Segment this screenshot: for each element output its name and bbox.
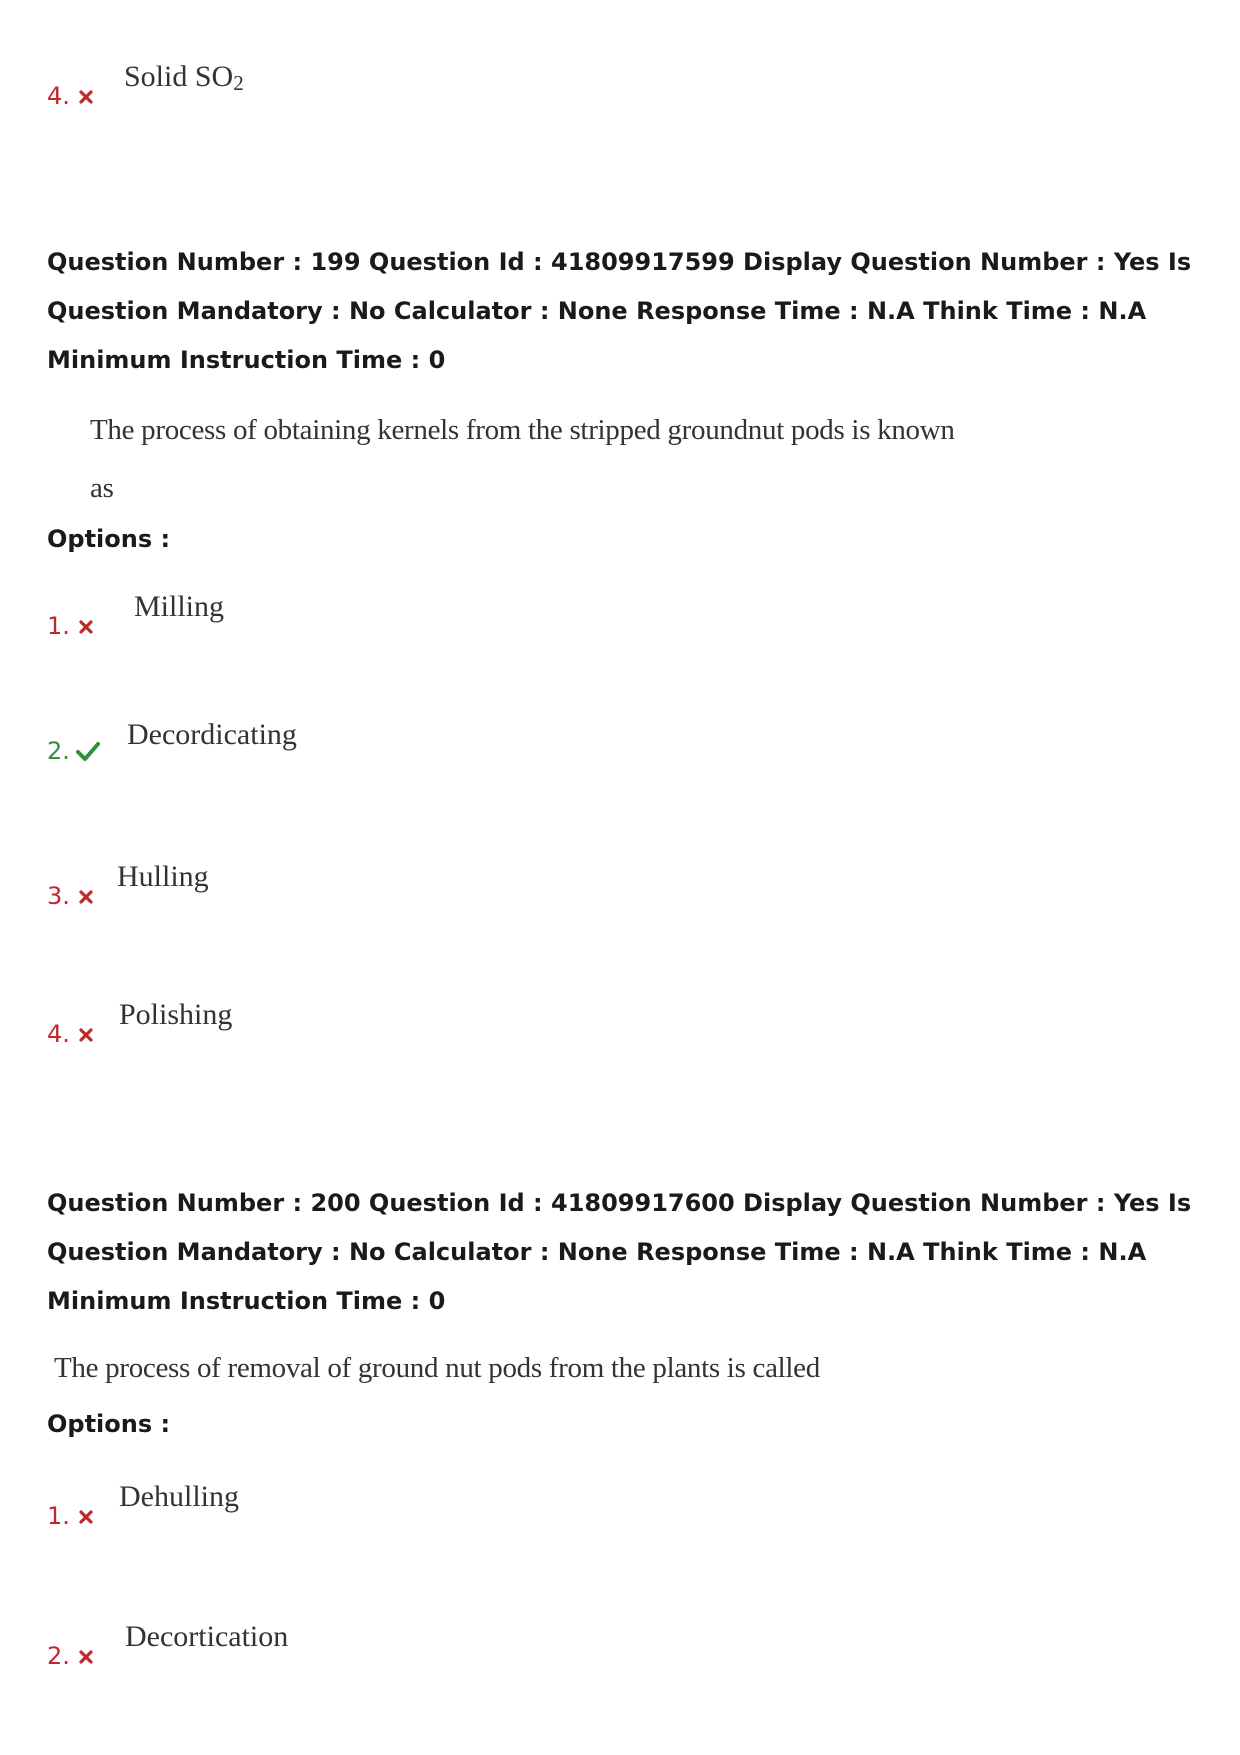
question-text-continued: as bbox=[90, 472, 114, 504]
option-number: 2. bbox=[47, 737, 70, 765]
option-number: 4. bbox=[47, 82, 70, 110]
question-text: The process of removal of ground nut pods from the plants is called bbox=[54, 1352, 820, 1384]
option-number: 2. bbox=[47, 1642, 70, 1670]
option-text: Polishing bbox=[119, 998, 233, 1031]
option-text: Hulling bbox=[117, 860, 209, 893]
question-text: The process of obtaining kernels from the stripped groundnut pods is known bbox=[90, 414, 955, 446]
cross-icon bbox=[79, 1650, 93, 1664]
option-text: Dehulling bbox=[119, 1480, 239, 1513]
cross-icon bbox=[79, 90, 93, 104]
question-meta: Question Number : 199 Question Id : 41809917599 Display Question Number : Yes Is Question Mandatory : No Calculator : None Response Time : N.A Think Time : N.A Minimum Instruction Time : 0 bbox=[47, 248, 1192, 374]
cross-icon bbox=[79, 890, 93, 904]
cross-icon bbox=[79, 620, 93, 634]
option-text: Milling bbox=[134, 590, 225, 623]
options-label: Options : bbox=[47, 525, 171, 553]
option-text: Decordicating bbox=[127, 718, 297, 751]
option-number: 4. bbox=[47, 1020, 70, 1048]
option-number: 3. bbox=[47, 882, 70, 910]
check-icon bbox=[75, 740, 101, 762]
option-number: 1. bbox=[47, 1502, 70, 1530]
options-label: Options : bbox=[47, 1410, 171, 1438]
option-number: 1. bbox=[47, 612, 70, 640]
cross-icon bbox=[79, 1510, 93, 1524]
option-text: Decortication bbox=[125, 1620, 289, 1653]
cross-icon bbox=[79, 1028, 93, 1042]
question-meta: Question Number : 200 Question Id : 41809917600 Display Question Number : Yes Is Question Mandatory : No Calculator : None Response Time : N.A Think Time : N.A Minimum Instruction Time : 0 bbox=[47, 1189, 1192, 1315]
option-text: Solid $SO_2$ bbox=[124, 60, 244, 95]
